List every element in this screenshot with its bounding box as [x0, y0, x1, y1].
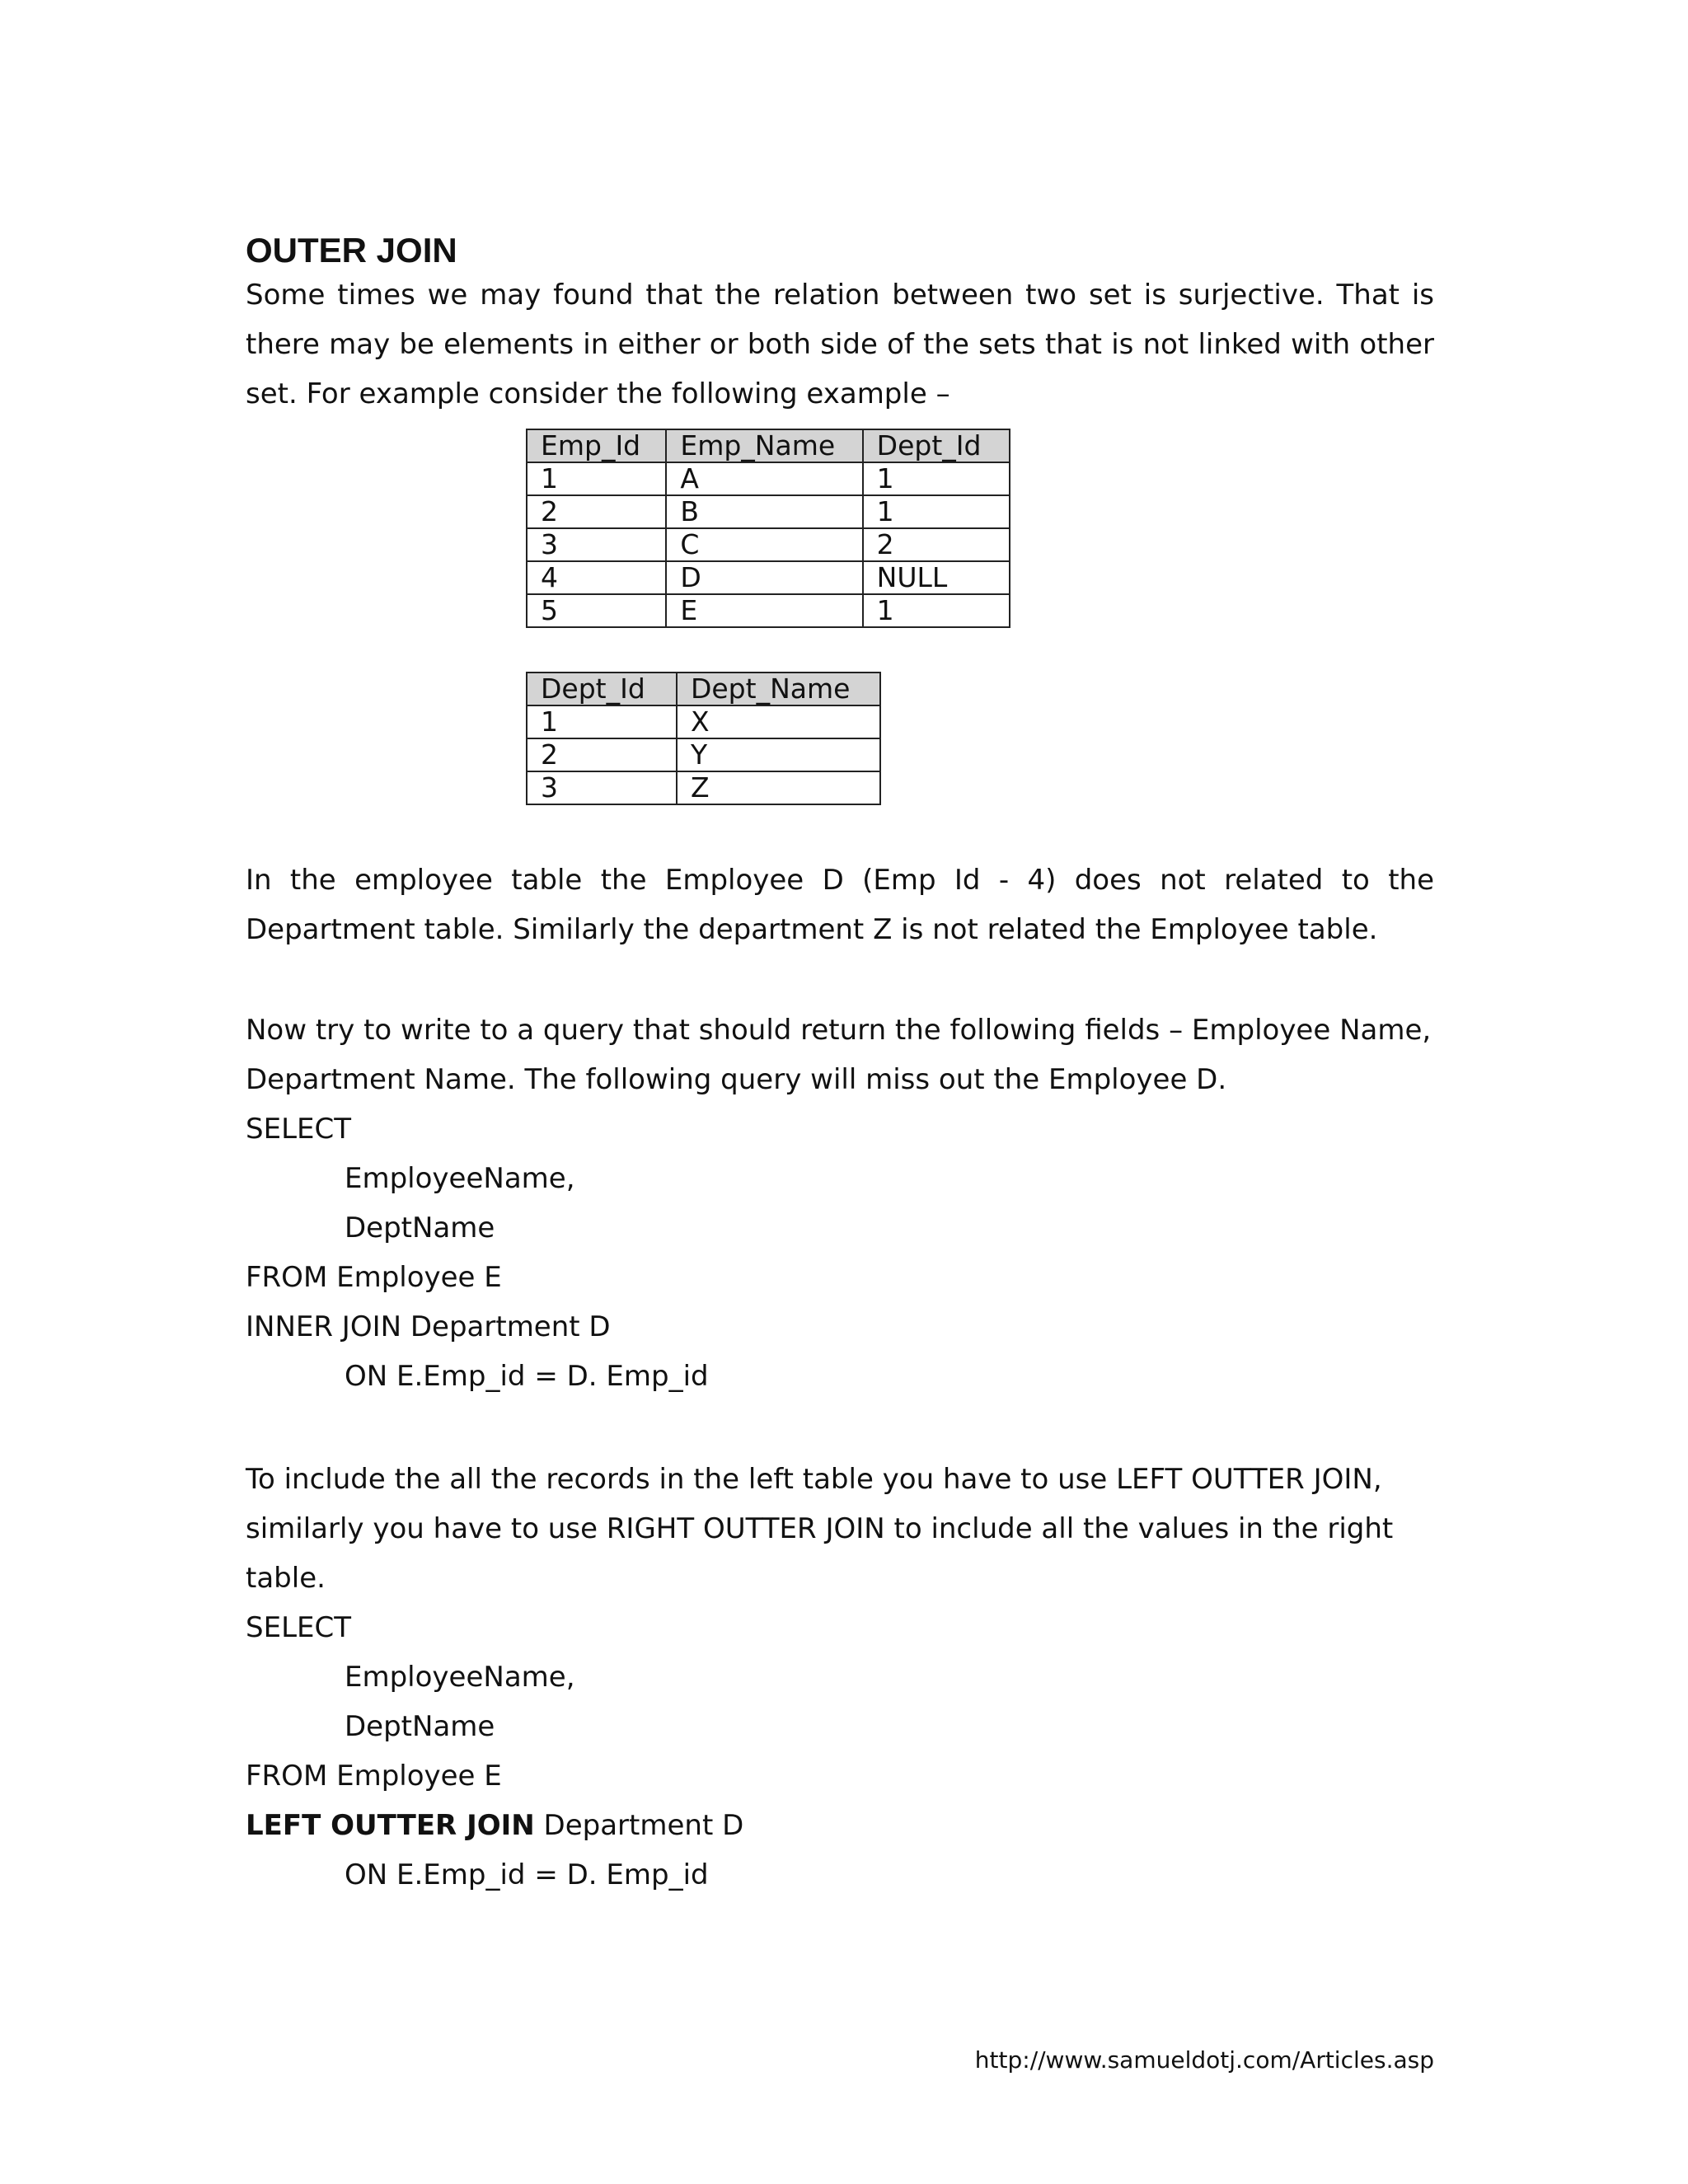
- table-cell: 3: [527, 528, 666, 561]
- employee-table: [526, 429, 1010, 628]
- table-cell: 1: [863, 594, 1010, 627]
- explanation-paragraph: In the employee table the Employee D (Emp Id - 4) does not related to the Department table. Similarly the department Z is not related the Employee table.: [246, 864, 1434, 946]
- intro-paragraph: Some times we may found that the relation between two set is surjective. That is there may be elements in either or both side of the sets that is not linked with other set. For example consider the following example –: [246, 279, 1434, 410]
- table-cell: C: [666, 528, 862, 561]
- inner-join-query: [246, 1104, 709, 1401]
- table-cell: 3: [527, 771, 677, 804]
- column-header: Emp_Name: [666, 429, 862, 462]
- employee-table-header: [527, 429, 1010, 462]
- table-cell: E: [666, 594, 862, 627]
- code-line-column: EmployeeName,: [345, 1162, 575, 1195]
- table-cell: 5: [527, 594, 666, 627]
- code-line-from: FROM Employee E: [246, 1760, 502, 1793]
- column-header: Emp_Id: [527, 429, 666, 462]
- outer-join-paragraph: To include the all the records in the left table you have to use LEFT OUTTER JOIN, similarly you have to use RIGHT OUTTER JOIN to include all the values in the right table.: [246, 1463, 1394, 1595]
- code-line-on: ON E.Emp_id = D. Emp_id: [345, 1360, 709, 1393]
- table-cell: 1: [527, 705, 677, 738]
- code-line-column: DeptName: [345, 1212, 495, 1244]
- query-intro-paragraph: Now try to write to a query that should return the following fields – Employee Name, Department Name. The following query will miss out the Employee D.: [246, 1014, 1432, 1096]
- table-cell: D: [666, 561, 862, 594]
- table-cell: 4: [527, 561, 666, 594]
- left-outer-join-query: [246, 1603, 743, 1900]
- code-line-join: INNER JOIN Department D: [246, 1310, 611, 1343]
- table-row: [527, 528, 1010, 561]
- table-cell: 1: [527, 462, 666, 495]
- column-header: Dept_Name: [677, 673, 880, 705]
- table-cell: 2: [527, 495, 666, 528]
- code-line-column: EmployeeName,: [345, 1661, 575, 1694]
- column-header: Dept_Id: [863, 429, 1010, 462]
- table-row: [527, 594, 1010, 627]
- code-line-from: FROM Employee E: [246, 1261, 502, 1294]
- code-line-select: SELECT: [246, 1611, 351, 1644]
- department-table: [526, 672, 881, 805]
- table-cell: 1: [863, 495, 1010, 528]
- page-heading: OUTER JOIN: [246, 231, 457, 269]
- table-row: [527, 705, 880, 738]
- table-cell: Z: [677, 771, 880, 804]
- table-row: [527, 495, 1010, 528]
- footer-url: http://www.samueldotj.com/Articles.asp: [974, 2046, 1434, 2074]
- table-row: [527, 462, 1010, 495]
- join-keyword: LEFT OUTTER JOIN: [246, 1809, 535, 1842]
- table-cell: 2: [863, 528, 1010, 561]
- column-header: Dept_Id: [527, 673, 677, 705]
- join-table: Department D: [534, 1809, 744, 1842]
- table-cell: 1: [863, 462, 1010, 495]
- department-table-header: [527, 673, 880, 705]
- table-cell: 2: [527, 738, 677, 771]
- table-cell: Y: [677, 738, 880, 771]
- table-cell: X: [677, 705, 880, 738]
- table-cell: NULL: [863, 561, 1010, 594]
- code-line-on: ON E.Emp_id = D. Emp_id: [345, 1858, 709, 1891]
- table-cell: B: [666, 495, 862, 528]
- table-row: [527, 561, 1010, 594]
- code-line-select: SELECT: [246, 1113, 351, 1146]
- table-row: [527, 738, 880, 771]
- code-line-join: [246, 1801, 743, 1850]
- code-line-column: DeptName: [345, 1710, 495, 1743]
- table-cell: A: [666, 462, 862, 495]
- table-row: [527, 771, 880, 804]
